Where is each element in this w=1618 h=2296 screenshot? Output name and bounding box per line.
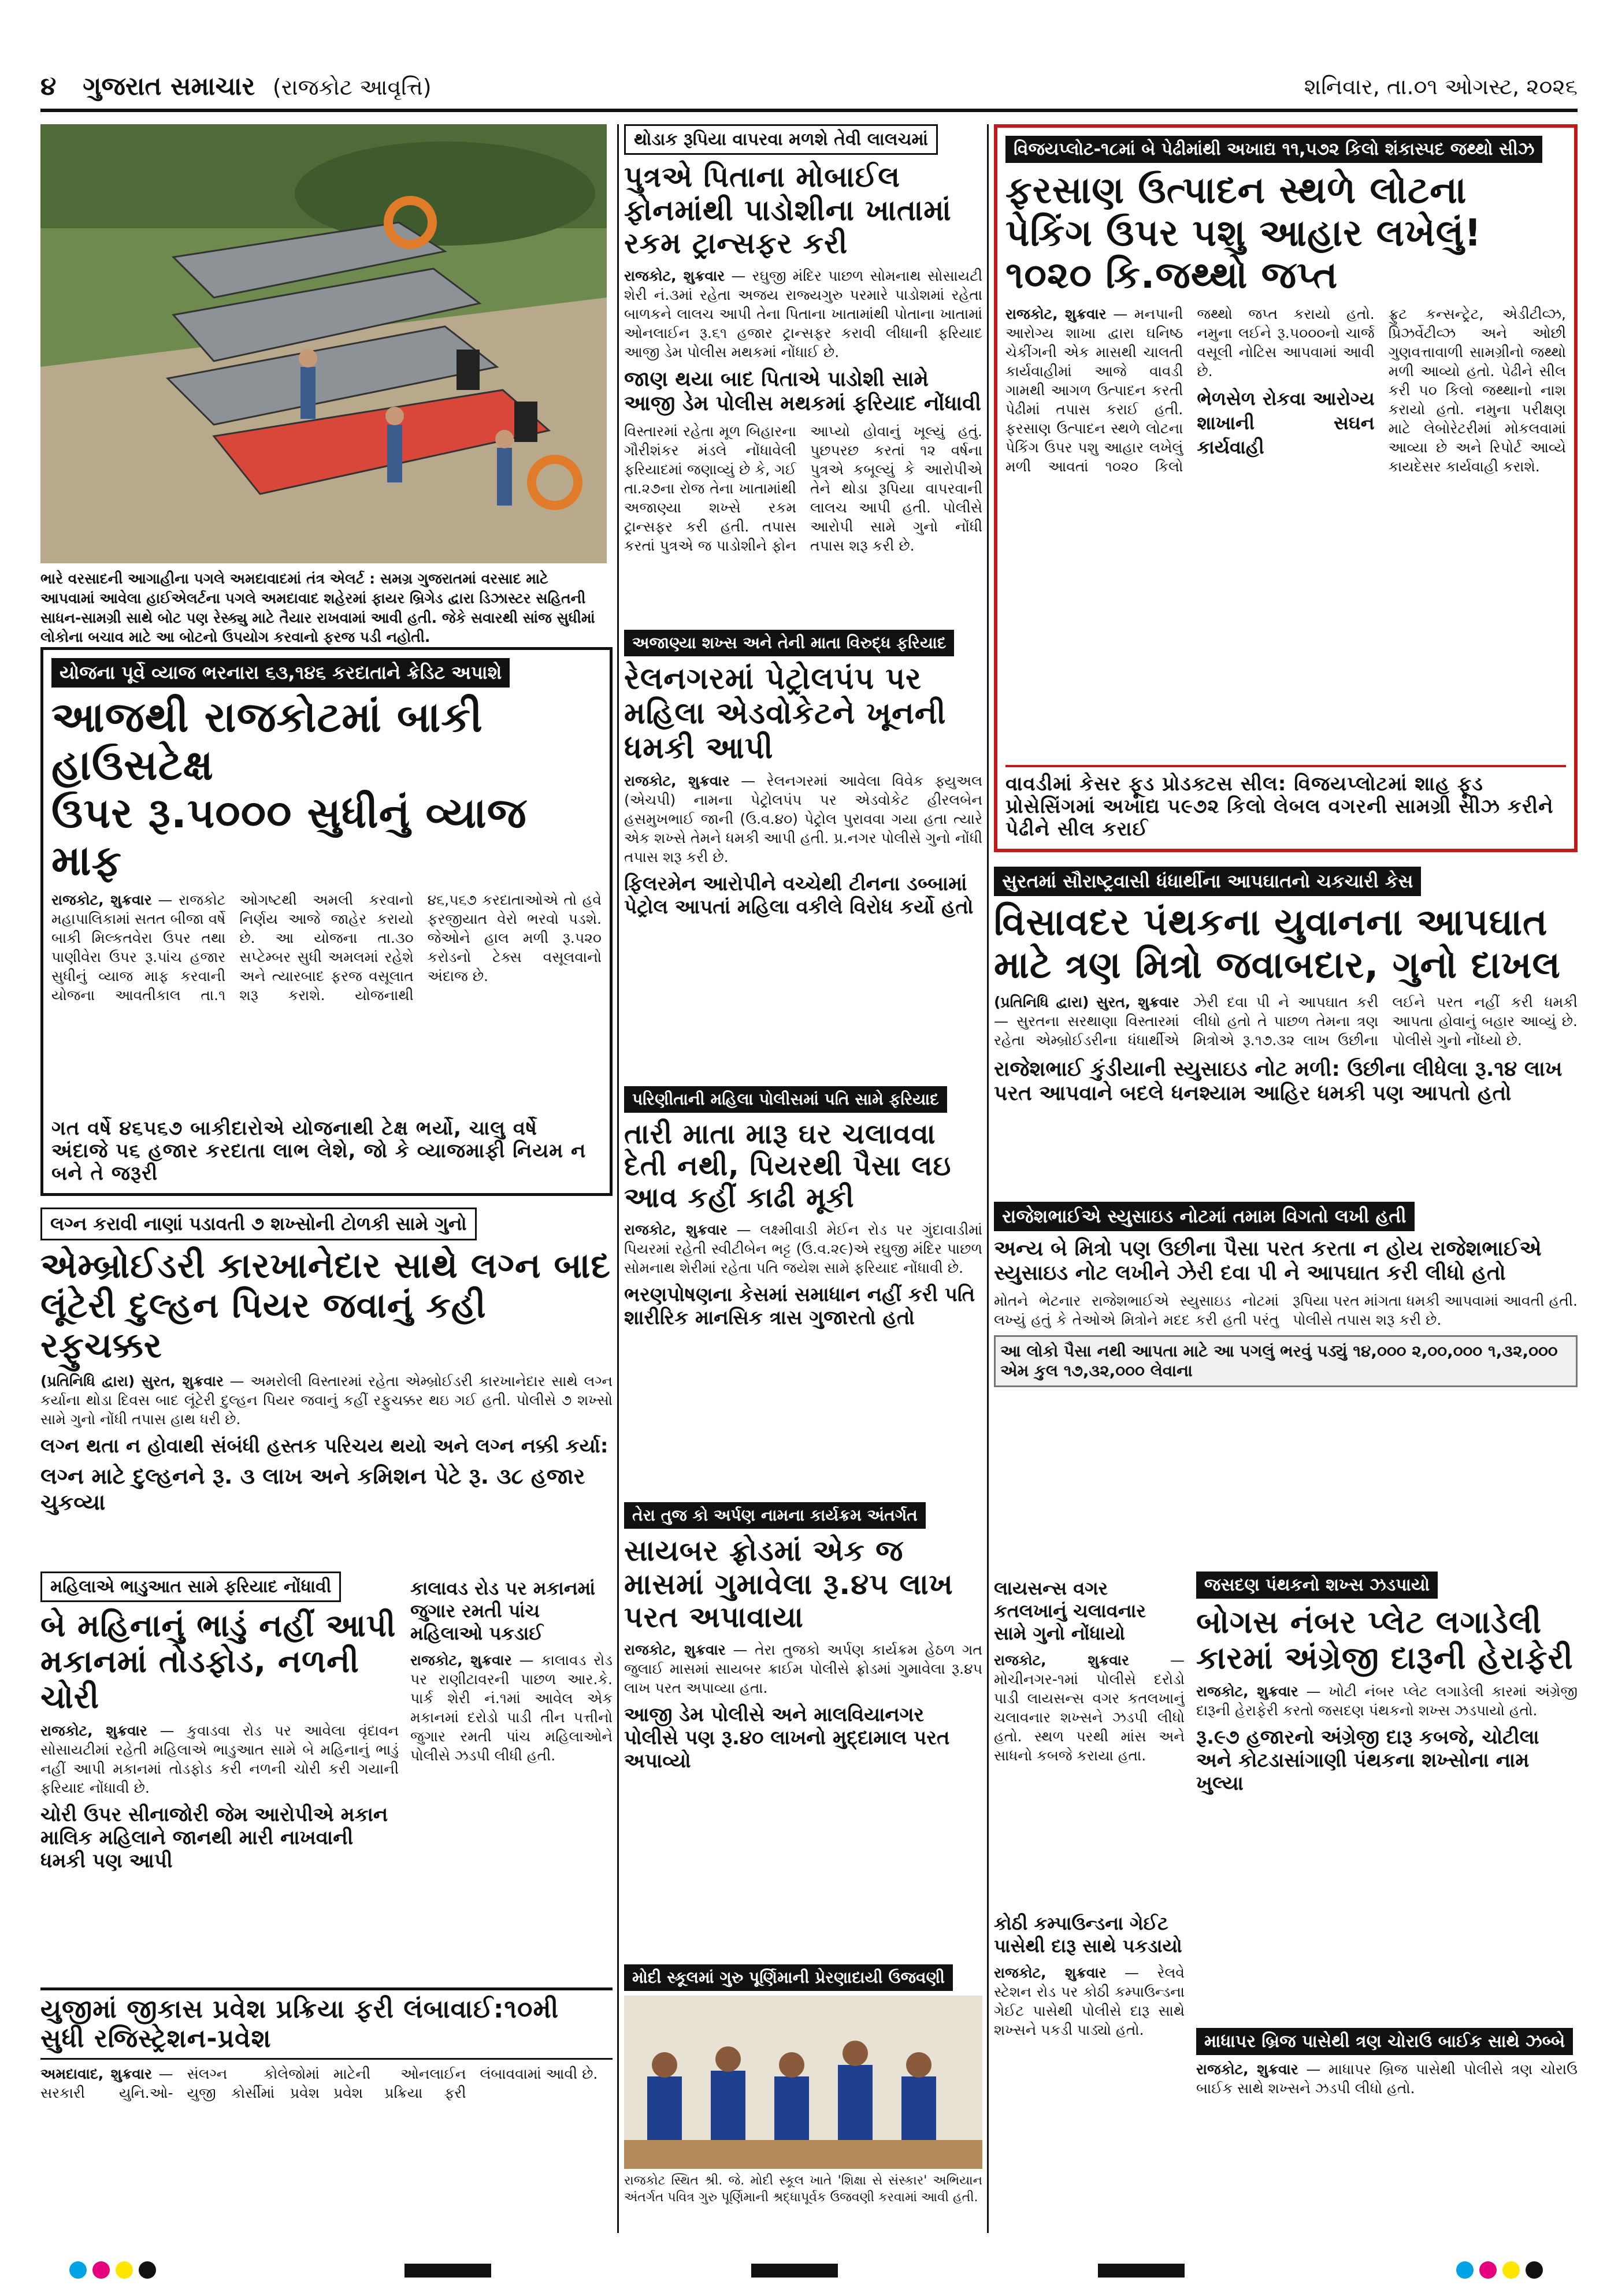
dateline: રાજકોટ, શુક્રવાર [51,891,152,909]
article-highlight: ગત વર્ષે ૪૬૫૬૭ બાકીદારોએ યોજનાથી ટેક્ષ ભર્યો, ચાલુ વર્ષે અંદાજે ૫૬ હજાર કરદાતા લાભ લેશે, જો કે વ્યાજમાફી નિયમ ન બને તે જરૂરી [51,1116,587,1185]
registration-bar [404,2264,491,2278]
article-headline: તારી માતા મારૂ ઘર ચલાવવા દેતી નથી, પિયરથી પૈસા લઇ આવ કહીં કાઢી મૂકી [624,1118,952,1214]
registration-dot [1479,2261,1497,2279]
article-headline: સાયબર ફ્રોડમાં એક જ માસમાં ગુમાવેલા રૂ.૪૫ લાખ પરત અપાવાયા [624,1534,953,1634]
dateline: અમદાવાદ, શુક્રવાર [40,2065,153,2083]
article-subhead: ભેળસેળ રોકવા આરોગ્ય શાખાની સઘન કાર્યવાહી [1197,387,1375,459]
dateline: રાજકોટ, શુક્રવાર [994,1964,1107,1981]
dateline: (પ્રતિનિધિ દ્વારા) સુરત, શુક્રવાર [40,1373,224,1390]
article-headline-1: આજથી રાજકોટમાં બાકી હાઉસટેક્ષ [51,693,483,789]
article-looteri-dulhan [40,1208,613,1566]
registration-dot [1502,2261,1520,2279]
article-kicker: માધાપર બ્રિજ પાસેથી ત્રણ ચોરાઉ બાઈક સાથે ઝબ્બે [1196,2028,1573,2055]
article-suicide-note [994,1202,1578,1560]
article-kicker: રાજેશભાઈએ સ્યુસાઇડ નોટમાં તમામ વિગતો લખી હતી [994,1202,1415,1231]
body-text: રાજકોટ મહાપાલિકામાં સતત બીજા વર્ષે બાકી મિલ્કતવેરા ઉપર તથા પાણીવેરા ઉપર રૂ.૫ાંચ હજાર સુધીનું વ્યાજ માફ કરવાની યોજના આવતીકાલ તા.૧ ઓગષ્ટથી અમલી કરવાનો નિર્ણય આજે જાહેર કરાયો છે. આ યોજના તા.૩૦ સપ્ટેમ્બર સુધી અમલમાં રહેશે અને ત્યારબાદ ફરજ વસૂલાત શરૂ કરાશે. યોજનાથી ૪૬,૫૬૭ કરદાતાઓએ તો હવે ફરજીયાત વેરો ભરવો પડશે. જેઓને હાલ મળી રૂ.૫૨૦ કરોડનો ટેક્સ વસૂલવાનો અંદાજ છે. [51,891,602,1004]
article-cyber-fraud-refund [624,1502,982,1953]
registration-dot [1456,2261,1474,2279]
article-body: રાજકોટ, શુક્રવાર — ખોટી નંબર પ્લેટ લગાડેલી કારમાં અંગ્રેજી દારૂની હેરાફેરી કરતો જસદણ પંથકનો શખ્સ ઝડપાયો હતો. [1196,1683,1578,1719]
body-text: રેલનગરમાં આવેલા વિવેક ફ્યુઅલ (એચપી) નામના પેટ્રોલપંપ પર એડવોકેટ હીરલબેન હસમુખભાઈ જાની (ઉ.વ.૪૦) પેટ્રોલ પુરાવવા ગયા હતા ત્યારે એક શખ્સે તેમને ધમકી આપી હતી. પ્ર.નગર પોલીસે ગુનો નોંધી તપાસ શરૂ કરી છે. [624,772,982,866]
article-farsan-seizure [994,124,1578,852]
article-body: રાજકોટ, શુક્રવાર — મોચીનગર-૧માં પોલીસે દરોડો પાડી લાયસન્સ વગર કતલખાનું ચલાવનાર શખ્સને ઝડપી લીધો હતો. સ્થળ પરથી માંસ અને સાધનો કબજે કરાયા હતા. [994,1652,1185,1764]
dateline: રાજકોટ, શુક્રવાર [624,772,730,790]
print-registration-marks [0,2261,1618,2284]
column-rule [987,124,989,2233]
article-stolen-bikes [1196,2028,1578,2230]
article-headline: ફરસાણ ઉત્પાદન સ્થળે લોટના પેકિંગ ઉપર પશુ આહાર લખેલું! ૧૦૨૦ કિ.જથ્થો જપ્ત [1005,169,1482,298]
registration-bar [751,2264,838,2278]
lead-text: રઘુજી મંદિર પાછળ સોમનાથ સોસાયટી શેરી નં.૩માં રહેતા અજય રાજ્યગુરુ પરમારે પાડોશમાં રહેતા બાળકને લાલચ આપી તેના પિતાના ખાતામાંથી પોતાના ખાતામાં ઓનલાઈન રૂ.૬૧ હજાર ટ્રાન્સફર કરાવી લીધાની ફરિયાદ આજી ડેમ પોલીસ મથકમાં નોંધાઈ છે. [624,267,982,361]
dateline: રાજકોટ, શુક્રવાર [40,1722,147,1740]
registration-dot [69,2261,87,2279]
dateline: રાજકોટ, શુક્રવાર [1196,2061,1298,2078]
article-headline: બોગસ નંબર પ્લેટ લગાડેલી કારમાં અંગ્રેજી દારૂની હેરાફેરી [1196,1604,1574,1677]
article-subhead-1: લગ્ન થતા ન હોવાથી સંબંધી હસ્તક પરિચય થયો અને લગ્ન નક્કી કર્યા: [40,1435,608,1458]
page-number: ૪ [40,72,57,101]
dateline: રાજકોટ, શુક્રવાર [1196,1683,1298,1700]
school-event-photo [624,1996,982,2169]
body-text: કુવાડવા રોડ પર આવેલા વૃંદાવન સોસાયટીમાં રહેતી મહિલાએ ભાડુઆત સામે બે મહિનાનું ભાડું નહીં આપી મકાનમાં તોડફોડ કરી નળની ચોરી કરી ગયાની ફરિયાદ નોંધાવી છે. [40,1722,399,1797]
dateline: (પ્રતિનિધિ દ્વારા) સુરત, શુક્રવાર [994,994,1179,1011]
article-body: મોતને ભેટનાર રાજેશભાઈએ સ્યુસાઇડ નોટમાં લખ્યું હતું કે તેઓએ મિત્રોને મદદ કરી હતી પરંતુ રૂપિયા પરત માંગતા ધમકી આપવામાં આવતી હતી. પોલીસે તપાસ શરૂ કરી છે. [994,1292,1578,1328]
body-text: રેલવે સ્ટેશન રોડ પર કોઠી કમ્પાઉન્ડના ગેઈટ પાસેથી પોલીસે દારૂ સાથે શખ્સને પકડી પાડ્યો હતો. [994,1964,1185,2038]
article-house-tax [40,647,613,1196]
article-kicker: તેરા તુજ કો અર્પણ નામના કાર્યક્રમ અંતર્ગત [624,1502,926,1529]
body-text: લક્ષ્મીવાડી મેઈન રોડ પર ગુંદાવાડીમાં પિયરમાં રહેતી સ્વીટીબેન ભટ્ટ (ઉ.વ.૨૯)એ રઘુજી મંદિર પાછળ સોમનાથ શેરીમાં રહેતા પતિ જયેશ સામે ફરિયાદ નોંધાવી છે. [624,1221,982,1276]
registration-dot [92,2261,110,2279]
article-body: રાજકોટ, શુક્રવાર — રઘુજી મંદિર પાછળ સોમનાથ સોસાયટી શેરી નં.૩માં રહેતા અજય રાજ્યગુરુ પરમારે પાડોશમાં રહેતા બાળકને લાલચ આપી તેના પિતાના ખાતામાંથી પોતાના ખાતામાં ઓનલાઈન રૂ.૬૧ હજાર ટ્રાન્સફર કરાવી લીધાની ફરિયાદ આજી ડેમ પોલીસ મથકમાં નોંધાઈ છે. [624,267,982,361]
article-kicker: વિજયપ્લોટ-૧૮માં બે પેઢીમાંથી અખાદ્ય ૧૧,૫૭૨ કિલો શંકાસ્પદ જથ્થો સીઝ [1005,136,1542,163]
article-subhead: આજી ડેમ પોલીસે અને માલવિયાનગર પોલીસે પણ રૂ.૪૦ લાખનો મુદ્દામાલ પરત અપાવ્યો [624,1703,950,1773]
boats-photo-caption: ભારે વરસાદની આગાહીના પગલે અમદાવાદમાં તંત્ર એલર્ટ : સમગ્ર ગુજરાતમાં વરસાદ માટે આપવામાં આવેલા હાઈએલર્ટના પગલે અમદાવાદ શહેરમાં ફાયર બ્રિગેડ દ્વારા ડિઝાસ્ટર સહિતની સાધન-સામગ્રી સાથે બોટ પણ રેસ્ક્યુ માટે તૈયાર રાખવામાં આવી હતી. જેકે સવારથી સાંજ સુધીમાં લોકોના બચાવ માટે આ બોટનો ઉપયોગ કરવાનો ફરજ પડી નહોતી. [40,570,595,646]
article-subhead: અન્ય બે મિત્રો પણ ઉછીના પૈસા પરત કરતા ન હોય રાજેશભાઈએ સ્યુસાઇડ નોટ લખીને ઝેરી દવા પી ને આપઘાત કરી લીધો હતો [994,1237,1542,1285]
rescue-boats-image [40,124,607,563]
body-text: તેરા તુજકો અર્પણ કાર્યક્રમ હેઠળ ગત જુલાઈ માસમાં સાયબર ક્રાઈમ પોલીસે ફ્રોડમાં ગુમાવેલા રૂ.૪૫ લાખ પરત અપાવ્યા હતા. [624,1641,982,1696]
article-kicker: જસદણ પંથકનો શખ્સ ઝડપાયો [1196,1571,1438,1599]
article-kicker: યોજના પૂર્વે વ્યાજ ભરનારા ૬૩,૧૪૬ કરદાતાને ક્રેડિટ અપાશે [51,658,510,688]
body-text: ખોટી નંબર પ્લેટ લગાડેલી કારમાં અંગ્રેજી દારૂની હેરાફેરી કરતો જસદણ પંથકનો શખ્સ ઝડપાયો હતો. [1196,1683,1578,1719]
dateline: રાજકોટ, શુક્રવાર [624,1641,726,1658]
article-visavadar-suicide [994,867,1578,1190]
article-headline: લાયસન્સ વગર કતલખાનું ચલાવનાર સામે ગુનો નોંધાયો [994,1577,1146,1644]
article-footer-line: વાવડીમાં કેસર ફૂડ પ્રોડક્ટસ સીલ: વિજયપ્લોટમાં શાહ ફૂડ પ્રોસેસિંગમાં અખાદ્ય ૫૯૭૨ કિલો લેબલ વગરની સામગ્રી સીઝ કરીને પેઢીને સીલ કરાઈ [1005,765,1566,841]
issue-date: શનિવાર, તા.૦૧ ઓગસ્ટ, ૨૦૨૬ [1304,74,1578,99]
article-headline: કોઠી કમ્પાઉન્ડના ગેઈટ પાસેથી દારૂ સાથે પકડાયો [994,1912,1182,1957]
article-kicker: મહિલાએ ભાડુઆત સામે ફરિયાદ નોંધાવી [40,1571,341,1602]
article-body: (પ્રતિનિધિ દ્વારા) સુરત, શુક્રવાર — સુરતના સરથાણા વિસ્તારમાં રહેતા એમ્બ્રોઈડરીના ધંધાર્થીએ ઝેરી દવા પી ને આપઘાત કરી લીધો હતો તે પાછળ તેમના ત્રણ મિત્રોએ રૂ.૧૭.૩૨ લાખ ઉછીના લઈને પરત નહીં કરી ધમકી આપતા હોવાનું બહાર આવ્યું છે. પોલીસે ગુનો નોંધ્યો છે. [994,994,1578,1049]
article-subhead: જાણ થયા બાદ પિતાએ પાડોશી સામે આજી ડેમ પોલીસ મથકમાં ફરિયાદ નોંધાવી [624,367,981,415]
registration-dot [139,2261,156,2279]
article-kicker: પરિણીતાની મહિલા પોલીસમાં પતિ સામે ફરિયાદ [624,1086,947,1113]
article-headline: કાલાવડ રોડ પર મકાનમાં જુગાર રમતી પાંચ મહિલાઓ પકડાઈ [410,1577,596,1644]
article-gcas-admission [40,1987,613,2230]
article-body: રાજકોટ, શુક્રવાર — કુવાડવા રોડ પર આવેલા વૃંદાવન સોસાયટીમાં રહેતી મહિલાએ ભાડુઆત સામે બે મહિનાનું ભાડું નહીં આપી મકાનમાં તોડફોડ કરી નળની ચોરી કરી ગયાની ફરિયાદ નોંધાવી છે. [40,1722,399,1797]
article-headline-1: એમ્બ્રોઈડરી કારખાનેદાર સાથે લગ્ન બાદ [40,1246,611,1286]
registration-bar [1098,2264,1185,2278]
dateline: રાજકોટ, શુક્રવાર [994,1652,1129,1669]
article-headline: વિસાવદર પંથકના યુવાનના આપઘાત માટે ત્રણ મિત્રો જવાબદાર, ગુનો દાખલ [994,901,1561,987]
registration-dot [116,2261,133,2279]
article-subhead: રૂ.૯૭ હજારનો અંગ્રેજી દારૂ કબજે, ચોટીલા અને કોટડાસાંગાણી પંથકના શખ્સોના નામ ખુલ્યા [1196,1726,1539,1796]
body-text: અમરોલી વિસ્તારમાં રહેતા એમ્બ્રોઈડરી કારખાનેદાર સાથે લગ્ન કર્યાના થોડા દિવસ બાદ લૂંટેરી દુલ્હન પિયર જવાનું કહીં રફુચક્કર થઇ ગઈ હતી. પોલીસે ૭ શખ્સો સામે ગુનો નોંધી તપાસ હાથ ધરી છે. [40,1373,613,1428]
article-subhead: ચોરી ઉપર સીનાજોરી જેમ આરોપીએ મકાન માલિક મહિલાને જાનથી મારી નાખવાની ધમકી પણ આપી [40,1803,388,1873]
edition-label: (રાજકોટ આવૃત્તિ) [272,75,432,100]
article-kicker: અજાણ્યા શખ્સ અને તેની માતા વિરુદ્ધ ફરિયાદ [624,630,954,656]
newspaper-title: ગુજરાત સમાચાર [83,72,255,101]
article-son-transfer [624,124,982,627]
article-women-gambling [410,1571,613,1976]
body-text: સુરતના સરથાણા વિસ્તારમાં રહેતા એમ્બ્રોઈડરીના ધંધાર્થીએ ઝેરી દવા પી ને આપઘાત કરી લીધો હતો તે પાછળ તેમના ત્રણ મિત્રોએ રૂ.૧૭.૩૨ લાખ ઉછીના લઈને પરત નહીં કરી ધમકી આપતા હોવાનું બહાર આવ્યું છે. પોલીસે ગુનો નોંધ્યો છે. [994,994,1578,1049]
article-subhead: ભરણપોષણના કેસમાં સમાધાન નહીં કરી પતિ શારીરિક માનસિક ત્રાસ ગુજારતો હતો [624,1283,975,1329]
rescue-boats-photo [40,124,607,563]
article-kicker: સુરતમાં સૌરાષ્ટ્રવાસી ધંધાર્થીના આપઘાતનો ચકચારી કેસ [994,867,1421,896]
masthead [40,68,1578,112]
photo-caption: રાજકોટ સ્થિત શ્રી. જે. મોદી સ્કૂલ ખાતે 'શિક્ષા સે સંસ્કાર' અભિયાન અંતર્ગત પવિત્ર ગુરુ પૂર્ણિમાની શ્રદ્ધાપૂર્વક ઉજવણી કરવામાં આવી હતી. [624,2174,982,2205]
dateline: રાજકોટ, શુક્રવાર [624,1221,728,1238]
article-body: રાજકોટ, શુક્રવાર — રેલવે સ્ટેશન રોડ પર કોઠી કમ્પાઉન્ડના ગેઈટ પાસેથી પોલીસે દારૂ સાથે શખ્સને પકડી પાડ્યો હતો. [994,1964,1185,2038]
article-bogus-number-plate [1196,1571,1578,2016]
article-headline: યુજીમાં જીકાસ પ્રવેશ પ્રક્રિયા ફરી લંબાવાઈ:૧૦મી સુધી રજિસ્ટ્રેશન-પ્રવેશ [40,1987,613,2060]
body-text: મનપાની આરોગ્ય શાખા દ્વારા ઘનિષ્ઠ ચેકીંગની એક માસથી ચાલતી કાર્યવાહીમાં આજે વાવડી ગામથી આગળ ઉત્પાદન કરતી પેઢીમાં તપાસ કરાઈ હતી. ફરસાણ ઉત્પાદન સ્થળે લોટના પેકિંગ ઉપર પશુ આહાર લખેલું મળી આવતાં ૧૦૨૦ કિલો જથ્થો જપ્ત કરાયો હતો. નમુના લઈને રૂ.૫૦૦૦નો ચાર્જ વસૂલી નોટિસ આપવામાં આવી છે. [1005,305,1375,475]
article-headline-2: ઉપર રૂ.૫૦૦૦ સુધીનું વ્યાજ માફ [51,788,527,885]
article-body: રાજકોટ, શુક્રવાર — મનપાની આરોગ્ય શાખા દ્વારા ઘનિષ્ઠ ચેકીંગની એક માસથી ચાલતી કાર્યવાહીમાં આજે વાવડી ગામથી આગળ ઉત્પાદન કરતી પેઢીમાં તપાસ કરાઈ હતી. ફરસાણ ઉત્પાદન સ્થળે લોટના પેકિંગ ઉપર પશુ આહાર લખેલું મળી આવતાં ૧૦૨૦ કિલો જથ્થો જપ્ત કરાયો હતો. નમુના લઈને રૂ.૫૦૦૦નો ચાર્જ વસૂલી નોટિસ આપવામાં આવી છે. ભેળસેળ રોકવા આરોગ્ય શાખાની સઘન કાર્યવાહી ફ્રુટ કન્સન્ટ્રેટ, એડીટીવ્ઝ, પ્રિઝર્વેટીવ્ઝ અને ઓછી ગુણવત્તાવાળી સામગ્રીનો જથ્થો મળી આવ્યો હતો. પેઢીને સીલ કરી ૫૦ કિલો જથ્થાનો નાશ કરાયો હતો. નમુના પરીક્ષણ માટે લેબોરેટરીમાં મોકલવામાં આવ્યા છે અને રિપોર્ટ આવ્યે કાયદેસર કાર્યવાહી કરાશે. [1005,305,1566,475]
column-rule [617,124,619,2233]
dateline: રાજકોટ, શુક્રવાર [1005,305,1107,322]
article-kicker: થોડાક રૂપિયા વાપરવા મળશે તેવી લાલચમાં [624,124,938,155]
article-body: રાજકોટ, શુક્રવાર — લક્ષ્મીવાડી મેઈન રોડ પર ગુંદાવાડીમાં પિયરમાં રહેતી સ્વીટીબેન ભટ્ટ (ઉ.વ.૨૯)એ રઘુજી મંદિર પાછળ સોમનાથ શેરીમાં રહેતા પતિ જયેશ સામે ફરિયાદ નોંધાવી છે. [624,1221,982,1276]
body-text-2: ફ્રુટ કન્સન્ટ્રેટ, એડીટીવ્ઝ, પ્રિઝર્વેટીવ્ઝ અને ઓછી ગુણવત્તાવાળી સામગ્રીનો જથ્થો મળી આવ્યો હતો. પેઢીને સીલ કરી ૫૦ કિલો જથ્થાનો નાશ કરાયો હતો. નમુના પરીક્ષણ માટે લેબોરેટરીમાં મોકલવામાં આવ્યા છે અને રિપોર્ટ આવ્યે કાયદેસર કાર્યવાહી કરાશે. [1388,305,1566,475]
body-text: માધાપર બ્રિજ પાસેથી પોલીસે ત્રણ ચોરાઉ બાઈક સાથે શખ્સને ઝડપી લીધો હતો. [1196,2061,1578,2097]
article-body: રાજકોટ, શુક્રવાર — માધાપર બ્રિજ પાસેથી પોલીસે ત્રણ ચોરાઉ બાઈક સાથે શખ્સને ઝડપી લીધો હતો. [1196,2061,1578,2097]
article-dowry-harassment [624,1086,982,1491]
article-guru-purnima [624,1964,982,2236]
article-kicker: મોદી સ્કૂલમાં ગુરુ પૂર્ણિમાની પ્રેરણાદાયી ઉજવણી [624,1964,953,1991]
article-headline: પુત્રએ પિતાના મોબાઈલ ફોનમાંથી પાડોશીના ખાતામાં રકમ ટ્રાન્સફર કરી [624,160,952,260]
masthead-left [40,72,432,101]
article-slaughterhouse [994,1571,1185,1895]
article-subhead: રાજેશભાઈ કુંડીયાની સ્યુસાઇડ નોટ મળી: ઉછીના લીધેલા રૂ.૧૪ લાખ પરત આપવાને બદલે ધનશ્યામ આહિર ધમકી પણ આપતો હતો [994,1057,1563,1105]
body-text: કાલાવડ રોડ પર રાણીટાવરની પાછળ આર.કે. પાર્ક શેરી નં.૧માં આવેલ એક મકાનમાં દરોડો પાડી તીન પત્તીનો જુગાર રમતી પાંચ મહિલાઓને પોલીસે ઝડપી લીધી હતી. [410,1652,613,1764]
article-petrol-pump-threat [624,630,982,1080]
dateline: રાજકોટ, શુક્રવાર [410,1652,512,1669]
article-body: (પ્રતિનિધિ દ્વારા) સુરત, શુક્રવાર — અમરોલી વિસ્તારમાં રહેતા એમ્બ્રોઈડરી કારખાનેદાર સાથે લગ્ન કર્યાના થોડા દિવસ બાદ લૂંટેરી દુલ્હન પિયર જવાનું કહીં રફુચક્કર થઇ ગઈ હતી. પોલીસે ૭ શખ્સો સામે ગુનો નોંધી તપાસ હાથ ધરી છે. [40,1373,613,1428]
article-liquor-kothi [994,1907,1185,2230]
article-headline: રેલનગરમાં પેટ્રોલપંપ પર મહિલા એડવોકેટને ખૂનની ધમકી આપી [624,662,947,766]
article-subhead: ફિલરમેન આરોપીને વચ્ચેથી ટીનના ડબ્બામાં પેટ્રોલ આપતાં મહિલા વકીલે વિરોધ કર્યો હતો [624,872,974,919]
article-body: રાજકોટ, શુક્રવાર — તેરા તુજકો અર્પણ કાર્યક્રમ હેઠળ ગત જુલાઈ માસમાં સાયબર ક્રાઈમ પોલીસે ફ્રોડમાં ગુમાવેલા રૂ.૪૫ લાખ પરત અપાવ્યા હતા. [624,1641,982,1696]
dateline: રાજકોટ, શુક્રવાર [624,267,725,284]
article-tenant-theft [40,1571,399,1976]
body-text: મોચીનગર-૧માં પોલીસે દરોડો પાડી લાયસન્સ વગર કતલખાનું ચલાવનાર શખ્સને ઝડપી લીધો હતો. સ્થળ પરથી માંસ અને સાધનો કબજે કરાયા હતા. [994,1671,1185,1764]
article-body-continued: વિસ્તારમાં રહેતા મૂળ બિહારના ગૌરીશંકર મંડલે નોંધાવેલી ફરિયાદમાં જણાવ્યું છે કે, ગઈ તા.૨૭ના રોજ તેના ખાતામાંથી અજાણ્યા શખ્સે રકમ ટ્રાન્સફર કરી હતી. તપાસ કરતાં પુત્રએ જ પાડોશીને ફોન આપ્યો હોવાનું ખૂલ્યું હતું. પુછપરછ કરતાં ૧૨ વર્ષના પુત્રએ કબૂલ્યું કે આરોપીએ તેને થોડા રૂપિયા વાપરવાની લાલચ આપી હતી. પોલીસે આરોપી સામે ગુનો નોંધી તપાસ શરૂ કરી છે. [624,422,982,554]
registration-dot [1526,2261,1543,2279]
body-text: સરકારી યુનિ.ઓ-સંલગ્ન કોલેજોમાં યુજી કોર્સીમાં પ્રવેશ માટેની ઓનલાઈન પ્રવેશ પ્રક્રિયા ફરી લંબાવવામાં આવી છે. [40,2065,598,2102]
article-kicker: લગ્ન કરાવી નાણાં પડાવતી ૭ શખ્સોની ટોળકી સામે ગુનો [40,1208,477,1240]
article-body: રાજકોટ, શુક્રવાર — રાજકોટ મહાપાલિકામાં સતત બીજા વર્ષે બાકી મિલ્કતવેરા ઉપર તથા પાણીવેરા ઉપર રૂ.૫ાંચ હજાર સુધીનું વ્યાજ માફ કરવાની યોજના આવતીકાલ તા.૧ ઓગષ્ટથી અમલી કરવાનો નિર્ણય આજે જાહેર કરાયો છે. આ યોજના તા.૩૦ સપ્ટેમ્બર સુધી અમલમાં રહેશે અને ત્યારબાદ ફરજ વસૂલાત શરૂ કરાશે. યોજનાથી ૪૬,૫૬૭ કરદાતાઓએ તો હવે ફરજીયાત વેરો ભરવો પડશે. જેઓને હાલ મળી રૂ.૫૨૦ કરોડનો ટેક્સ વસૂલવાનો અંદાજ છે. [51,891,602,1004]
article-subhead-2: લગ્ન માટે દુલ્હનને રૂ. ૩ લાખ અને કમિશન પેટે રૂ. ૩૮ હજાર ચુકવ્યા [40,1463,585,1515]
suicide-note-box: આ લોકો પૈસા નથી આપતા માટે આ પગલું ભરવું પડ્યું ૧૪,૦૦૦ ૨,૦૦,૦૦૦ ૧,૩૨,૦૦૦ એમ કુલ ૧૭,૩૨,૦૦૦ લેવાના [994,1335,1578,1387]
article-body: રાજકોટ, શુક્રવાર — રેલનગરમાં આવેલા વિવેક ફ્યુઅલ (એચપી) નામના પેટ્રોલપંપ પર એડવોકેટ હીરલબેન હસમુખભાઈ જાની (ઉ.વ.૪૦) પેટ્રોલ પુરાવવા ગયા હતા ત્યારે એક શખ્સે તેમને ધમકી આપી હતી. પ્ર.નગર પોલીસે ગુનો નોંધી તપાસ શરૂ કરી છે. [624,772,982,866]
article-headline-2: લૂંટેરી દુલ્હન પિયર જવાનું કહી રફુચક્કર [40,1286,487,1366]
article-headline: બે મહિનાનું ભાડું નહીં આપી મકાનમાં તોડફોડ, નળની ચોરી [40,1607,396,1716]
article-body: અમદાવાદ, શુક્રવાર — સરકારી યુનિ.ઓ-સંલગ્ન કોલેજોમાં યુજી કોર્સીમાં પ્રવેશ માટેની ઓનલાઈન પ્રવેશ પ્રક્રિયા ફરી લંબાવવામાં આવી છે. [40,2065,598,2102]
article-body: રાજકોટ, શુક્રવાર — કાલાવડ રોડ પર રાણીટાવરની પાછળ આર.કે. પાર્ક શેરી નં.૧માં આવેલ એક મકાનમાં દરોડો પાડી તીન પત્તીનો જુગાર રમતી પાંચ મહિલાઓને પોલીસે ઝડપી લીધી હતી. [410,1652,613,1764]
